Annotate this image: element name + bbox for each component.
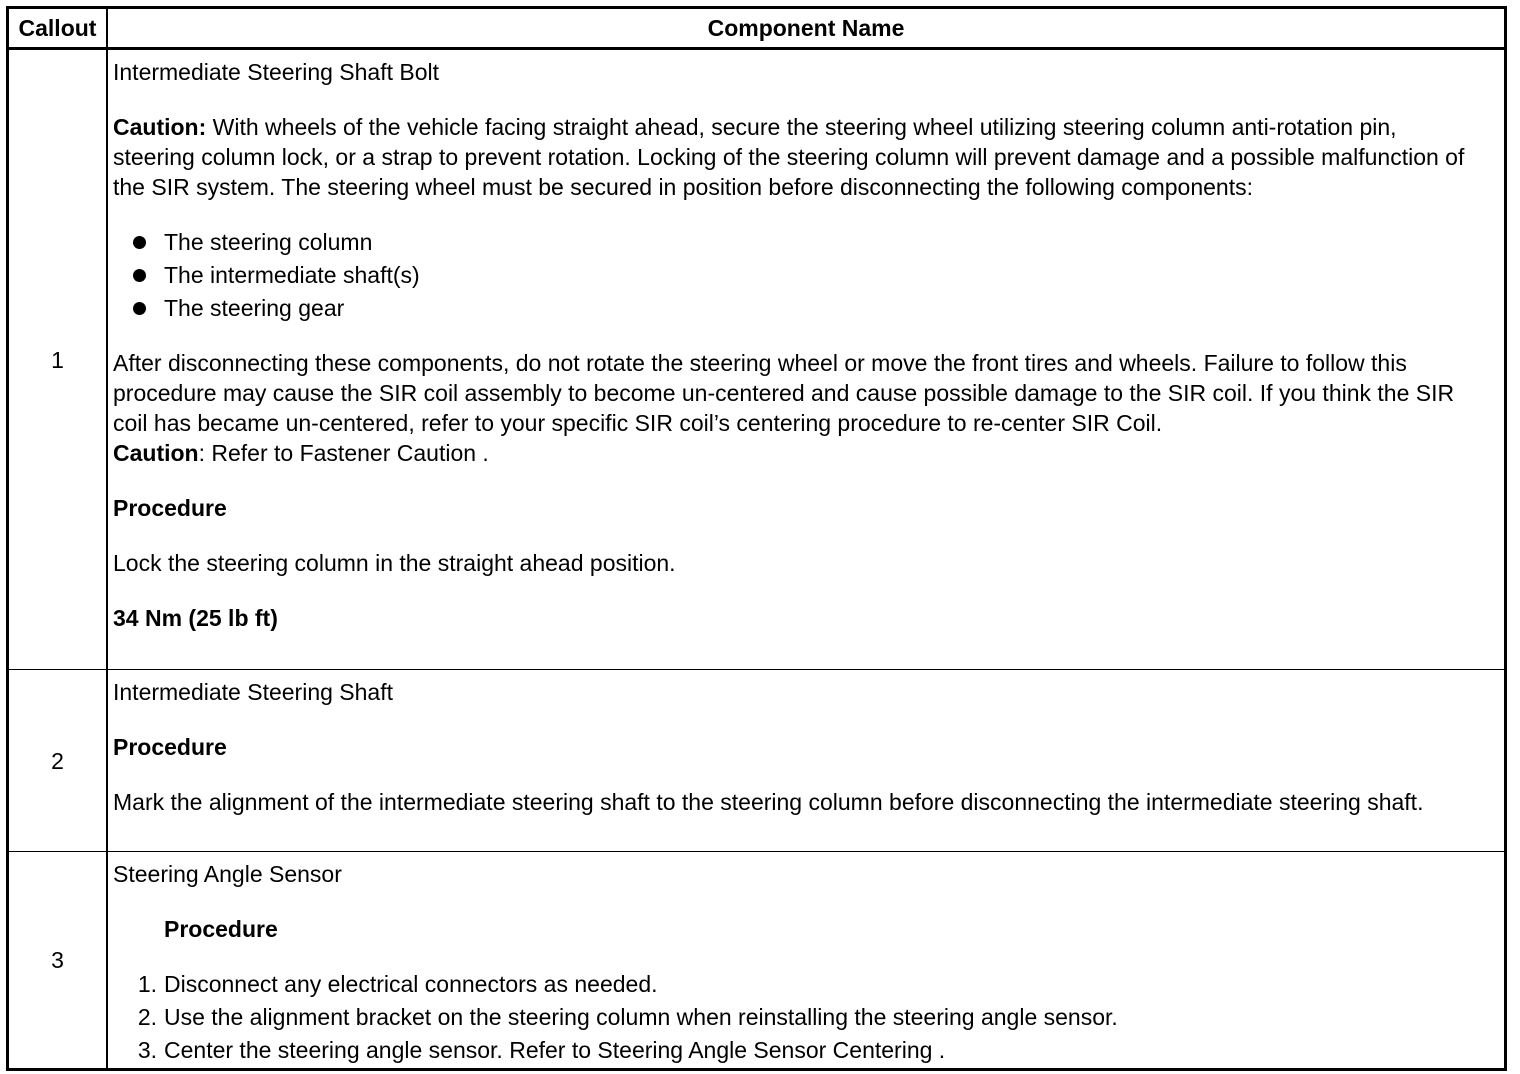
header-callout: Callout [8,8,108,49]
after-disconnect-text: After disconnecting these components, do not rotate the steering wheel or move the front tires and wheels. Failure to follow this procedure may cause the SIR coil assembly to become un-centered and cause possible damage to the SIR coil. If you think the SIR coil has became un-centered, refer to your specific SIR coil’s centering procedure to re-center SIR Coil. [113,350,1455,436]
table-row [8,670,1506,852]
bullet-icon [133,269,146,282]
fastener-caution [113,438,1468,468]
component-cell [107,670,1506,852]
caution-paragraph [113,112,1468,202]
header-component-name: Component Name [107,8,1506,49]
caution-label: Caution: [113,114,207,140]
list-item: 1. Disconnect any electrical connectors as needed. [137,971,658,997]
callout-number: 1 [8,49,108,670]
caution-text: : Refer to Fastener Caution . [198,440,489,466]
torque-spec: 34 Nm (25 lb ft) [113,605,278,631]
caution-label: Caution [113,440,199,466]
procedure-heading: Procedure [113,734,227,760]
list-item: 3. Center the steering angle sensor. Refer to Steering Angle Sensor Centering . [137,1037,946,1063]
component-name: Intermediate Steering Shaft Bolt [113,59,440,85]
table-row [8,852,1506,1070]
list-item: 2. Use the alignment bracket on the steering column when reinstalling the steering angle sensor. [137,1004,1118,1030]
table-row [8,49,1506,670]
procedure-text: Lock the steering column in the straight ahead position. [113,550,676,576]
step-list [113,969,1468,1065]
procedure-text: Mark the alignment of the intermediate steering shaft to the steering column before disconnecting the intermediate steering shaft. [113,789,1424,815]
bullet-icon [133,302,146,315]
list-item: The steering column [113,227,1468,257]
component-name: Steering Angle Sensor [113,861,342,887]
caution-text: With wheels of the vehicle facing straight ahead, secure the steering wheel utilizing steering column anti-rotation pin, steering column lock, or a strap to prevent rotation. Locking of the steering column will prevent damage and a possible malfunction of the SIR system. The steering wheel must be secured in position before disconnecting the following components: [113,114,1465,200]
bullet-list [113,227,1468,323]
list-item: The steering gear [113,293,1468,323]
callout-number: 2 [8,670,108,852]
header-row [8,8,1506,49]
component-cell [107,49,1506,670]
bullet-icon [133,236,146,249]
callout-number: 3 [8,852,108,1070]
callout-table [6,6,1507,1071]
procedure-heading: Procedure [164,916,278,942]
component-cell [107,852,1506,1070]
list-item: The intermediate shaft(s) [113,260,1468,290]
procedure-heading: Procedure [113,495,227,521]
component-name: Intermediate Steering Shaft [113,679,393,705]
